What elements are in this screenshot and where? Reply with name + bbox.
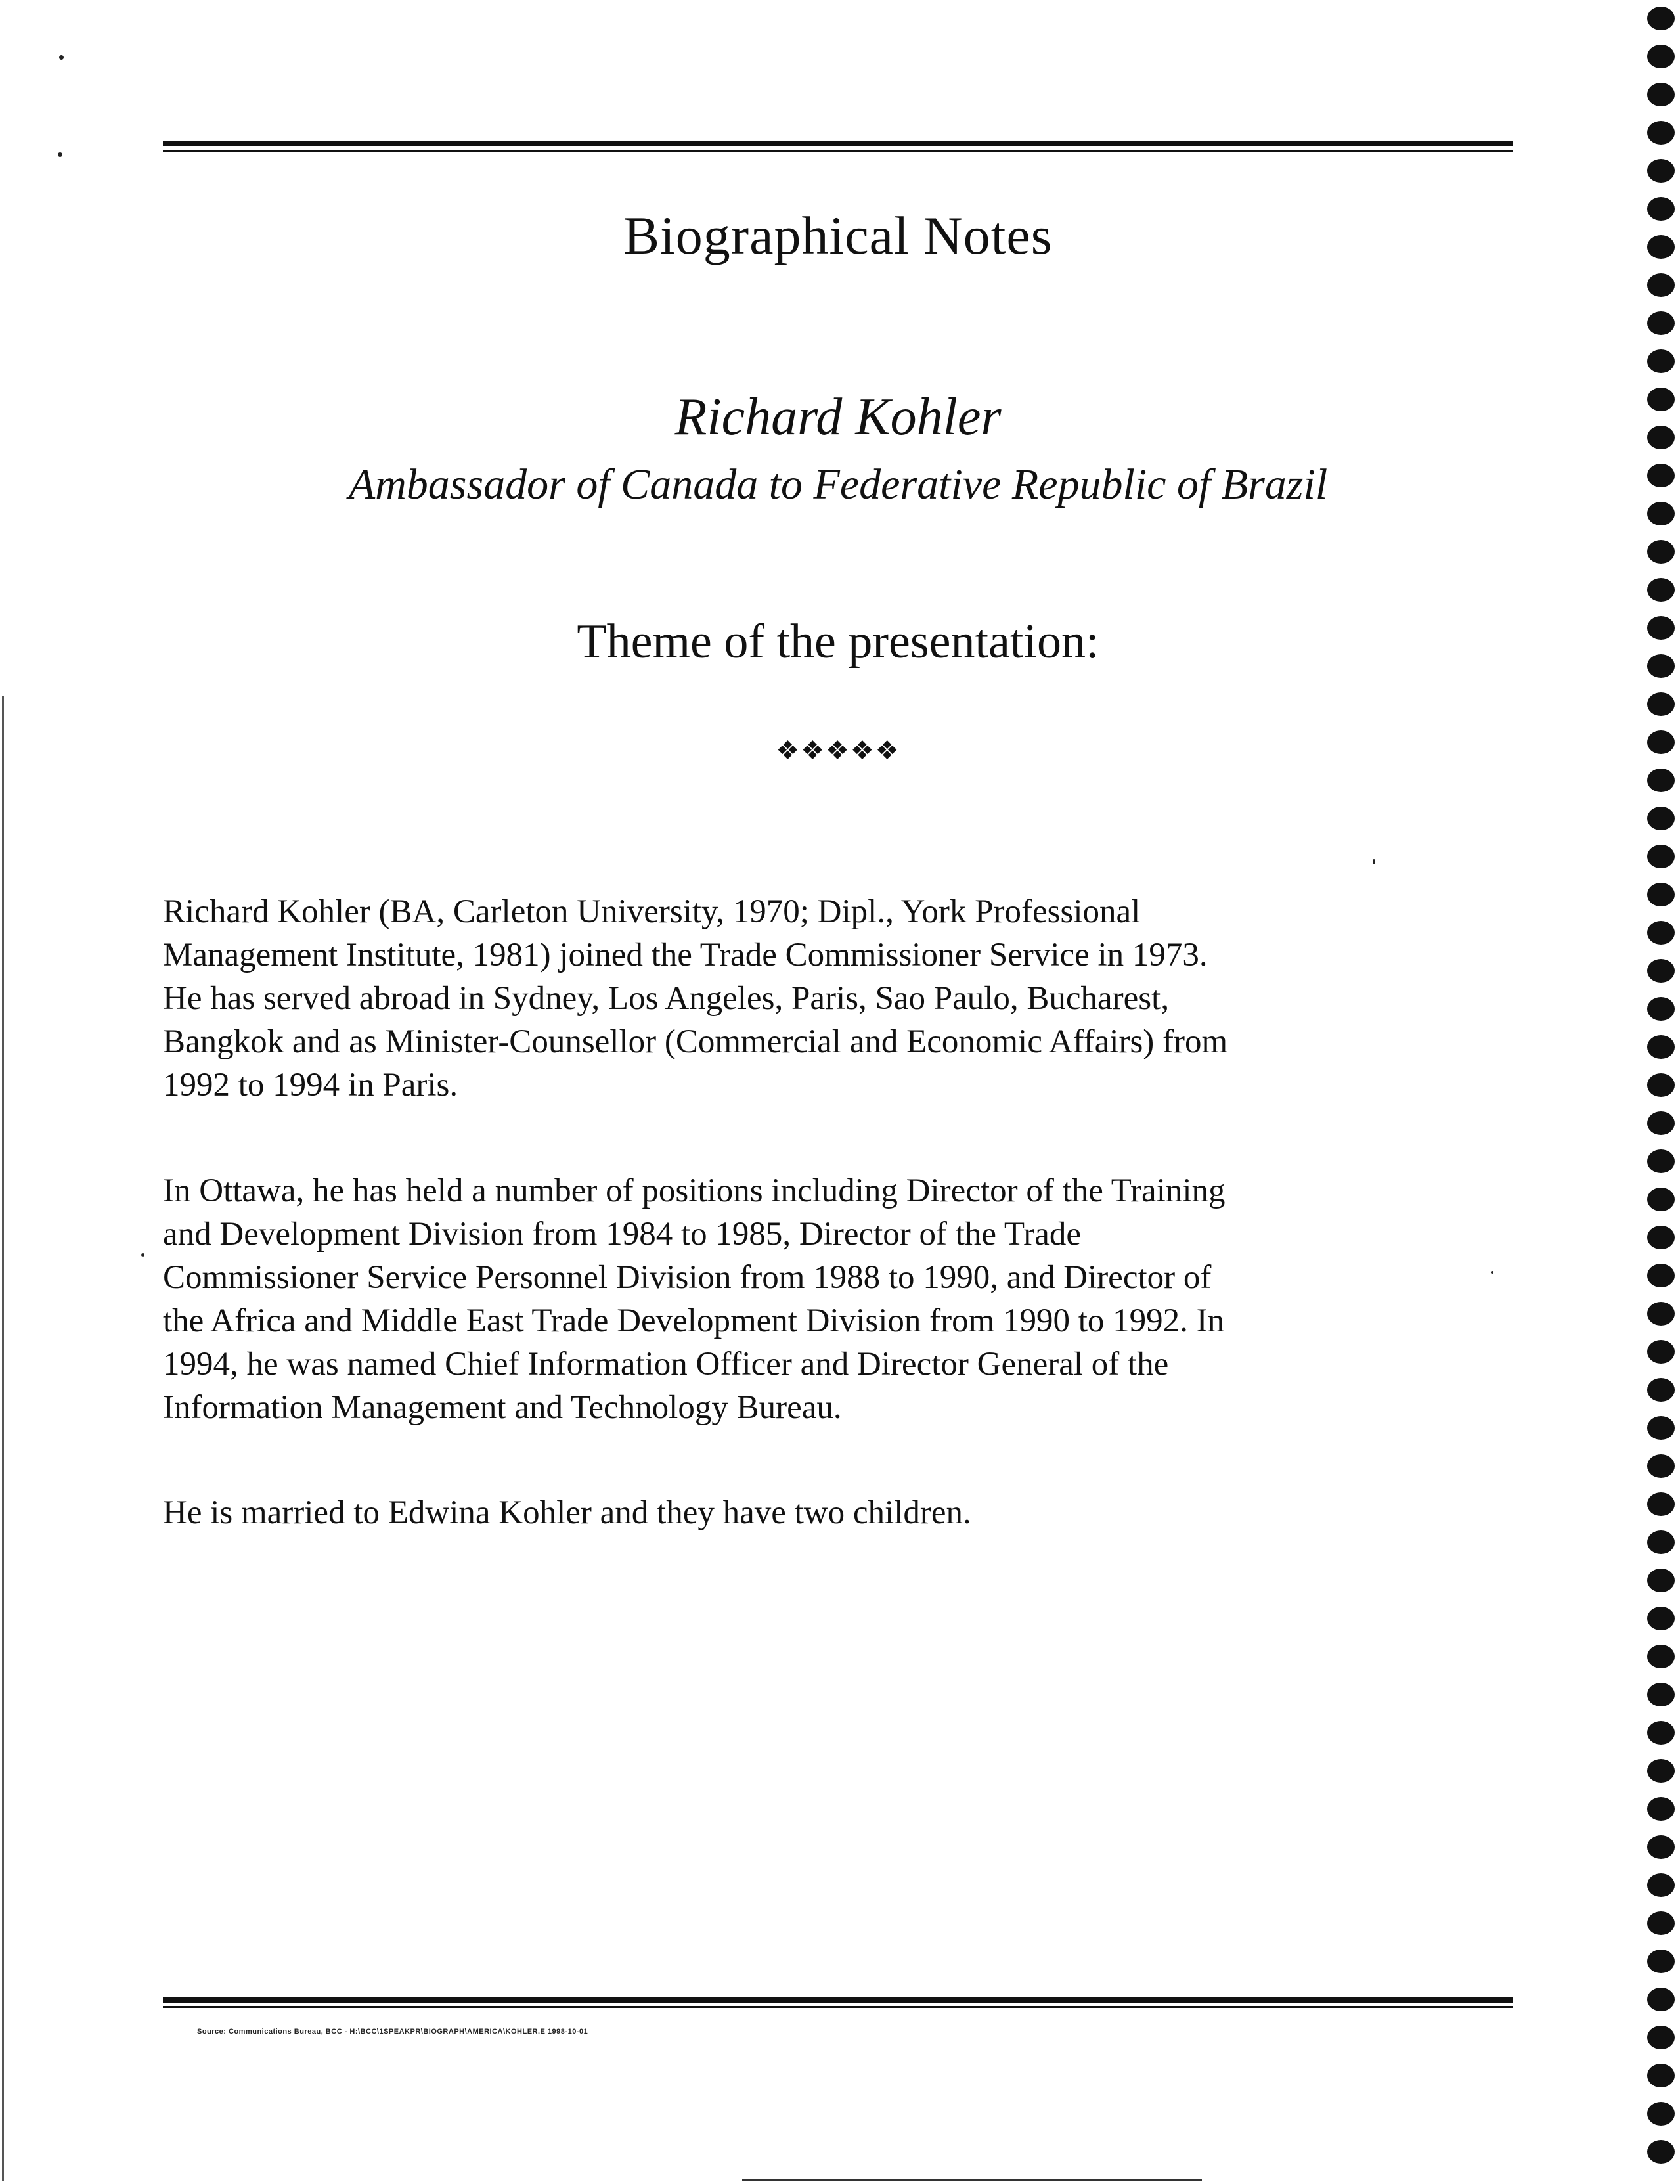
binder-hole (1647, 311, 1675, 335)
text-line: He is married to Edwina Kohler and they have two children. (163, 1494, 971, 1531)
binder-hole (1647, 1645, 1675, 1668)
binder-hole (1647, 1073, 1675, 1097)
binder-holes-strip (1641, 0, 1680, 2184)
biography-paragraph-family (163, 1491, 1529, 1534)
binder-hole (1647, 1950, 1675, 1973)
binder-hole (1647, 1302, 1675, 1326)
binder-hole (1647, 1492, 1675, 1516)
text-line: Management Institute, 1981) joined the Trade Commissioner Service in 1973. (163, 937, 1208, 973)
binder-hole (1647, 921, 1675, 945)
binder-hole (1647, 1797, 1675, 1821)
binder-hole (1647, 692, 1675, 716)
binder-hole (1647, 1416, 1675, 1440)
binder-hole (1647, 1988, 1675, 2011)
text-line: Information Management and Technology Bureau. (163, 1389, 842, 1426)
binder-hole (1647, 1149, 1675, 1173)
binder-hole (1647, 540, 1675, 564)
theme-heading: Theme of the presentation: (577, 615, 1099, 669)
scan-speck (141, 1253, 144, 1257)
binder-hole (1647, 1340, 1675, 1364)
binder-hole (1647, 1759, 1675, 1783)
text-line: In Ottawa, he has held a number of positions including Director of the Training (163, 1172, 1226, 1209)
binder-hole (1647, 1035, 1675, 1059)
binder-hole (1647, 883, 1675, 906)
binder-hole (1647, 997, 1675, 1021)
binder-hole (1647, 730, 1675, 754)
binder-hole (1647, 1569, 1675, 1592)
bottom-edge-line (742, 2179, 1202, 2181)
binder-hole (1647, 1188, 1675, 1211)
binder-hole (1647, 7, 1675, 30)
text-line: Bangkok and as Minister-Counsellor (Commercial and Economic Affairs) from (163, 1023, 1228, 1060)
binder-hole (1647, 1607, 1675, 1630)
text-line: the Africa and Middle East Trade Development Division from 1990 to 1992. In (163, 1303, 1225, 1339)
speaker-name: Richard Kohler (674, 388, 1002, 446)
binder-hole (1647, 616, 1675, 640)
binder-hole (1647, 1835, 1675, 1859)
fold-line (2, 696, 4, 2181)
binder-hole (1647, 426, 1675, 449)
speaker-position: Ambassador of Canada to Federative Republic of Brazil (348, 460, 1328, 508)
binder-hole (1647, 807, 1675, 830)
binder-hole (1647, 1378, 1675, 1402)
binder-hole (1647, 2026, 1675, 2049)
binder-hole (1647, 464, 1675, 487)
ornament-divider: ❖❖❖❖❖ (776, 736, 900, 766)
binder-hole (1647, 197, 1675, 221)
bottom-rule (163, 1997, 1513, 2008)
binder-hole (1647, 654, 1675, 678)
binder-hole (1647, 159, 1675, 183)
binder-hole (1647, 959, 1675, 983)
binder-hole (1647, 1530, 1675, 1554)
binder-hole (1647, 2064, 1675, 2087)
binder-hole (1647, 235, 1675, 259)
text-line: 1994, he was named Chief Information Officer and Director General of the (163, 1346, 1169, 1383)
binder-hole (1647, 121, 1675, 145)
binder-hole (1647, 273, 1675, 297)
binder-hole (1647, 1683, 1675, 1706)
binder-hole (1647, 845, 1675, 868)
binder-hole (1647, 578, 1675, 602)
binder-hole (1647, 1264, 1675, 1287)
text-line: 1992 to 1994 in Paris. (163, 1067, 458, 1103)
binder-hole (1647, 1873, 1675, 1897)
binder-hole (1647, 1454, 1675, 1478)
binder-hole (1647, 45, 1675, 68)
binder-hole (1647, 1721, 1675, 1745)
binder-hole (1647, 1911, 1675, 1935)
scan-speck (58, 152, 62, 157)
top-rule (163, 141, 1513, 152)
footer-source-note: Source: Communications Bureau, BCC - H:\BCC\1SPEAKPR\BIOGRAPH\AMERICA\KOHLER.E 1998-10-01 (197, 2028, 588, 2036)
biography-paragraph-career (163, 890, 1529, 1107)
binder-hole (1647, 769, 1675, 792)
binder-hole (1647, 1226, 1675, 1249)
binder-hole (1647, 2140, 1675, 2164)
scan-speck (59, 55, 64, 60)
binder-hole (1647, 83, 1675, 106)
text-line: He has served abroad in Sydney, Los Angeles, Paris, Sao Paulo, Bucharest, (163, 980, 1170, 1017)
binder-hole (1647, 2102, 1675, 2126)
binder-hole (1647, 502, 1675, 525)
text-line: and Development Division from 1984 to 1985, Director of the Trade (163, 1216, 1082, 1253)
text-line: Commissioner Service Personnel Division from 1988 to 1990, and Director of (163, 1259, 1212, 1296)
binder-hole (1647, 388, 1675, 411)
binder-hole (1647, 349, 1675, 373)
scan-speck (1373, 859, 1375, 864)
page-title: Biographical Notes (623, 206, 1053, 265)
biography-paragraph-ottawa (163, 1169, 1529, 1429)
text-line: Richard Kohler (BA, Carleton University, 1970; Dipl., York Professional (163, 893, 1141, 930)
binder-hole (1647, 1111, 1675, 1135)
